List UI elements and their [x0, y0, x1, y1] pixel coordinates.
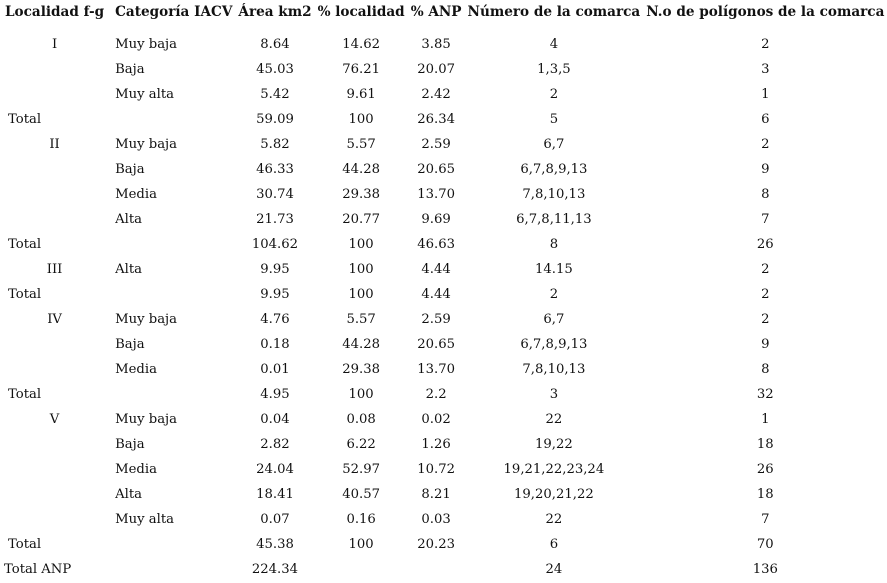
numero-comarca-cell: 19,21,22,23,24 — [503, 462, 605, 477]
table-row — [2, 332, 887, 357]
pct-localidad-cell: 14.62 — [342, 37, 380, 52]
localidad-cell: Total — [8, 387, 42, 402]
pct-anp-cell: 2.59 — [421, 312, 451, 327]
numero-comarca-cell: 6,7 — [543, 137, 565, 152]
localidad-cell: IV — [47, 312, 62, 327]
localidad-cell — [2, 82, 107, 107]
header-pct-localidad: % localidad — [317, 4, 405, 20]
area-cell: 104.62 — [251, 237, 299, 252]
poligonos-cell: 7 — [761, 212, 770, 227]
area-cell: 21.73 — [256, 212, 294, 227]
pct-localidad-cell: 0.16 — [346, 512, 376, 527]
table-row — [2, 132, 887, 157]
area-cell: 0.07 — [260, 512, 290, 527]
poligonos-cell: 2 — [761, 262, 770, 277]
poligonos-cell: 1 — [761, 412, 770, 427]
categoria-cell — [107, 557, 235, 582]
pct-anp-cell: 10.72 — [417, 462, 455, 477]
numero-comarca-cell: 22 — [545, 512, 563, 527]
area-cell: 18.41 — [256, 487, 294, 502]
table-row — [2, 32, 887, 57]
localidad-cell — [2, 482, 107, 507]
pct-anp-cell: 13.70 — [417, 187, 455, 202]
localidad-cell — [2, 182, 107, 207]
categoria-cell: Media — [115, 187, 157, 202]
poligonos-cell: 70 — [756, 537, 774, 552]
pct-localidad-cell: 100 — [348, 262, 374, 277]
pct-anp-cell: 3.85 — [421, 37, 451, 52]
area-cell: 30.74 — [256, 187, 294, 202]
categoria-cell: Media — [115, 362, 157, 377]
pct-anp-cell: 4.44 — [421, 287, 451, 302]
pct-localidad-cell: 6.22 — [346, 437, 376, 452]
pct-localidad-cell — [315, 557, 408, 582]
area-cell: 0.04 — [260, 412, 290, 427]
pct-anp-cell: 0.03 — [421, 512, 451, 527]
categoria-cell: Muy baja — [115, 37, 178, 52]
categoria-cell: Muy baja — [115, 312, 178, 327]
pct-anp-cell — [408, 557, 465, 582]
numero-comarca-cell: 1,3,5 — [537, 62, 571, 77]
poligonos-cell: 32 — [756, 387, 774, 402]
poligonos-cell: 2 — [761, 37, 770, 52]
table-row — [2, 57, 887, 82]
numero-comarca-cell: 2 — [549, 87, 559, 102]
pct-anp-cell: 1.26 — [421, 437, 451, 452]
pct-anp-cell: 4.44 — [421, 262, 451, 277]
poligonos-cell: 26 — [756, 237, 774, 252]
pct-localidad-cell: 44.28 — [342, 337, 380, 352]
numero-comarca-cell: 4 — [549, 37, 559, 52]
table-row — [2, 482, 887, 507]
pct-anp-cell: 9.69 — [421, 212, 451, 227]
pct-localidad-cell: 100 — [348, 112, 374, 127]
localidad-cell: V — [49, 412, 60, 427]
pct-localidad-cell: 29.38 — [342, 362, 380, 377]
categoria-cell: Muy alta — [115, 87, 174, 102]
pct-localidad-cell: 100 — [348, 387, 374, 402]
poligonos-cell: 18 — [756, 487, 774, 502]
pct-localidad-cell: 100 — [348, 287, 374, 302]
area-cell: 5.42 — [260, 87, 290, 102]
total-row — [2, 532, 887, 557]
pct-localidad-cell: 100 — [348, 537, 374, 552]
pct-anp-cell: 20.65 — [417, 162, 455, 177]
area-cell: 59.09 — [256, 112, 294, 127]
categoria-cell — [107, 107, 235, 132]
categoria-cell: Baja — [115, 62, 145, 77]
header-row — [2, 4, 887, 32]
localidad-cell: Total ANP — [4, 562, 72, 577]
area-cell: 0.18 — [260, 337, 290, 352]
area-cell: 5.82 — [260, 137, 290, 152]
area-cell: 2.82 — [260, 437, 290, 452]
poligonos-cell: 3 — [761, 62, 770, 77]
pct-anp-cell: 20.23 — [417, 537, 455, 552]
header-numero-comarca: Número de la comarca — [467, 4, 641, 20]
header-pct-anp: % ANP — [410, 4, 462, 20]
numero-comarca-cell: 5 — [549, 112, 559, 127]
poligonos-cell: 136 — [752, 562, 778, 577]
area-cell: 9.95 — [260, 262, 290, 277]
localidad-cell — [2, 507, 107, 532]
table-row — [2, 182, 887, 207]
numero-comarca-cell: 8 — [549, 237, 559, 252]
localidad-cell — [2, 357, 107, 382]
numero-comarca-cell: 2 — [549, 287, 559, 302]
numero-comarca-cell: 6,7,8,9,13 — [520, 162, 588, 177]
table-row — [2, 257, 887, 282]
pct-localidad-cell: 0.08 — [346, 412, 376, 427]
header-categoria: Categoría IACV — [115, 4, 233, 20]
poligonos-cell: 2 — [761, 287, 770, 302]
table-row — [2, 307, 887, 332]
localidad-cell: II — [49, 137, 60, 152]
numero-comarca-cell: 6 — [549, 537, 559, 552]
table-row — [2, 157, 887, 182]
pct-localidad-cell: 29.38 — [342, 187, 380, 202]
localidad-cell: Total — [8, 112, 42, 127]
table-row — [2, 457, 887, 482]
table-row — [2, 407, 887, 432]
categoria-cell: Alta — [115, 212, 143, 227]
numero-comarca-cell: 22 — [545, 412, 563, 427]
categoria-cell — [107, 532, 235, 557]
pct-localidad-cell: 5.57 — [346, 137, 376, 152]
pct-localidad-cell: 44.28 — [342, 162, 380, 177]
pct-anp-cell: 13.70 — [417, 362, 455, 377]
categoria-cell: Baja — [115, 162, 145, 177]
numero-comarca-cell: 6,7,8,11,13 — [516, 212, 592, 227]
table-body — [2, 32, 887, 582]
poligonos-cell: 9 — [761, 162, 770, 177]
numero-comarca-cell: 19,22 — [535, 437, 573, 452]
categoria-cell: Muy alta — [115, 512, 174, 527]
area-cell: 9.95 — [260, 287, 290, 302]
categoria-cell: Muy baja — [115, 412, 178, 427]
header-localidad: Localidad f-g — [5, 4, 105, 20]
total-row — [2, 232, 887, 257]
localidad-cell — [2, 157, 107, 182]
data-table — [2, 4, 887, 582]
header-area: Área km2 — [238, 4, 312, 20]
localidad-cell: Total — [8, 287, 42, 302]
area-cell: 4.95 — [260, 387, 290, 402]
poligonos-cell: 18 — [756, 437, 774, 452]
categoria-cell: Alta — [115, 262, 143, 277]
numero-comarca-cell: 19,20,21,22 — [514, 487, 594, 502]
area-cell: 4.76 — [260, 312, 290, 327]
pct-anp-cell: 26.34 — [417, 112, 455, 127]
categoria-cell — [107, 382, 235, 407]
pct-anp-cell: 20.65 — [417, 337, 455, 352]
poligonos-cell: 7 — [761, 512, 770, 527]
poligonos-cell: 1 — [761, 87, 770, 102]
localidad-cell: III — [46, 262, 63, 277]
localidad-cell: Total — [8, 237, 42, 252]
pct-anp-cell: 0.02 — [421, 412, 451, 427]
categoria-cell: Media — [115, 462, 157, 477]
pct-localidad-cell: 9.61 — [346, 87, 376, 102]
numero-comarca-cell: 24 — [545, 562, 563, 577]
total-row — [2, 282, 887, 307]
total-row — [2, 107, 887, 132]
table-row — [2, 432, 887, 457]
pct-localidad-cell: 40.57 — [342, 487, 380, 502]
numero-comarca-cell: 14.15 — [535, 262, 573, 277]
total-row — [2, 382, 887, 407]
pct-anp-cell: 2.59 — [421, 137, 451, 152]
categoria-cell: Baja — [115, 337, 145, 352]
pct-anp-cell: 2.2 — [425, 387, 447, 402]
area-cell: 46.33 — [256, 162, 294, 177]
localidad-cell — [2, 432, 107, 457]
area-cell: 8.64 — [260, 37, 290, 52]
categoria-cell — [107, 282, 235, 307]
pct-anp-cell: 46.63 — [417, 237, 455, 252]
categoria-cell — [107, 232, 235, 257]
pct-anp-cell: 20.07 — [417, 62, 455, 77]
numero-comarca-cell: 6,7,8,9,13 — [520, 337, 588, 352]
area-cell: 45.03 — [256, 62, 294, 77]
categoria-cell: Muy baja — [115, 137, 178, 152]
table-row — [2, 507, 887, 532]
pct-anp-cell: 2.42 — [421, 87, 451, 102]
poligonos-cell: 26 — [756, 462, 774, 477]
table-row — [2, 82, 887, 107]
pct-anp-cell: 8.21 — [421, 487, 451, 502]
categoria-cell: Alta — [115, 487, 143, 502]
header-poligonos: N.o de polígonos de la comarca — [646, 4, 885, 20]
poligonos-cell: 2 — [761, 312, 770, 327]
pct-localidad-cell: 20.77 — [342, 212, 380, 227]
poligonos-cell: 8 — [761, 187, 770, 202]
localidad-cell: I — [51, 37, 58, 52]
pct-localidad-cell: 5.57 — [346, 312, 376, 327]
poligonos-cell: 9 — [761, 337, 770, 352]
pct-localidad-cell: 76.21 — [342, 62, 380, 77]
area-cell: 24.04 — [256, 462, 294, 477]
table-row — [2, 207, 887, 232]
grand-total-row — [2, 557, 887, 582]
numero-comarca-cell: 3 — [549, 387, 559, 402]
pct-localidad-cell: 52.97 — [342, 462, 380, 477]
localidad-cell: Total — [8, 537, 42, 552]
area-cell: 224.34 — [251, 562, 299, 577]
numero-comarca-cell: 7,8,10,13 — [522, 187, 586, 202]
poligonos-cell: 6 — [761, 112, 770, 127]
poligonos-cell: 8 — [761, 362, 770, 377]
localidad-cell — [2, 57, 107, 82]
table-row — [2, 357, 887, 382]
poligonos-cell: 2 — [761, 137, 770, 152]
localidad-cell — [2, 457, 107, 482]
pct-localidad-cell: 100 — [348, 237, 374, 252]
categoria-cell: Baja — [115, 437, 145, 452]
area-cell: 0.01 — [260, 362, 290, 377]
numero-comarca-cell: 6,7 — [543, 312, 565, 327]
numero-comarca-cell: 7,8,10,13 — [522, 362, 586, 377]
area-cell: 45.38 — [256, 537, 294, 552]
localidad-cell — [2, 332, 107, 357]
localidad-cell — [2, 207, 107, 232]
